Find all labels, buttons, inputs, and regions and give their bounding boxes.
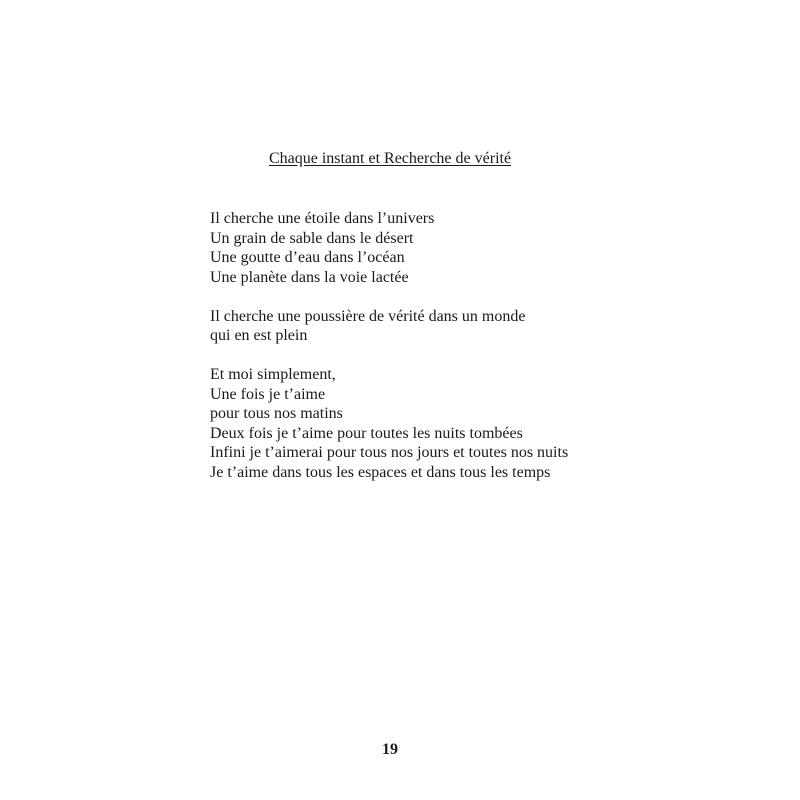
poem-title: Chaque instant et Recherche de vérité <box>268 150 512 167</box>
stanza-3 <box>210 365 630 482</box>
poem-line: Un grain de sable dans le désert <box>210 229 414 247</box>
poem-line: Il cherche une étoile dans l’univers <box>210 210 435 227</box>
stanza-1 <box>210 209 630 287</box>
poem-line: pour tous nos matins <box>210 405 343 422</box>
poem-line: qui en est plein <box>210 327 308 344</box>
page-number: 19 <box>382 741 398 758</box>
poem-line: Il cherche une poussière de vérité dans un monde <box>210 307 526 325</box>
stanza-2 <box>210 307 630 346</box>
poem-line: Une goutte d’eau dans l’océan <box>210 249 405 266</box>
poem-line: Et moi simplement, <box>210 366 336 383</box>
poem-line: Infini je t’aimerai pour tous nos jours et toutes nos nuits <box>210 444 569 461</box>
poem-line: Une planète dans la voie lactée <box>210 268 409 286</box>
poem-body <box>210 209 630 502</box>
poem-line: Deux fois je t’aime pour toutes les nuits tombées <box>210 424 523 442</box>
poem-line: Je t’aime dans tous les espaces et dans tous les temps <box>210 463 551 481</box>
poem-line: Une fois je t’aime <box>210 385 326 403</box>
